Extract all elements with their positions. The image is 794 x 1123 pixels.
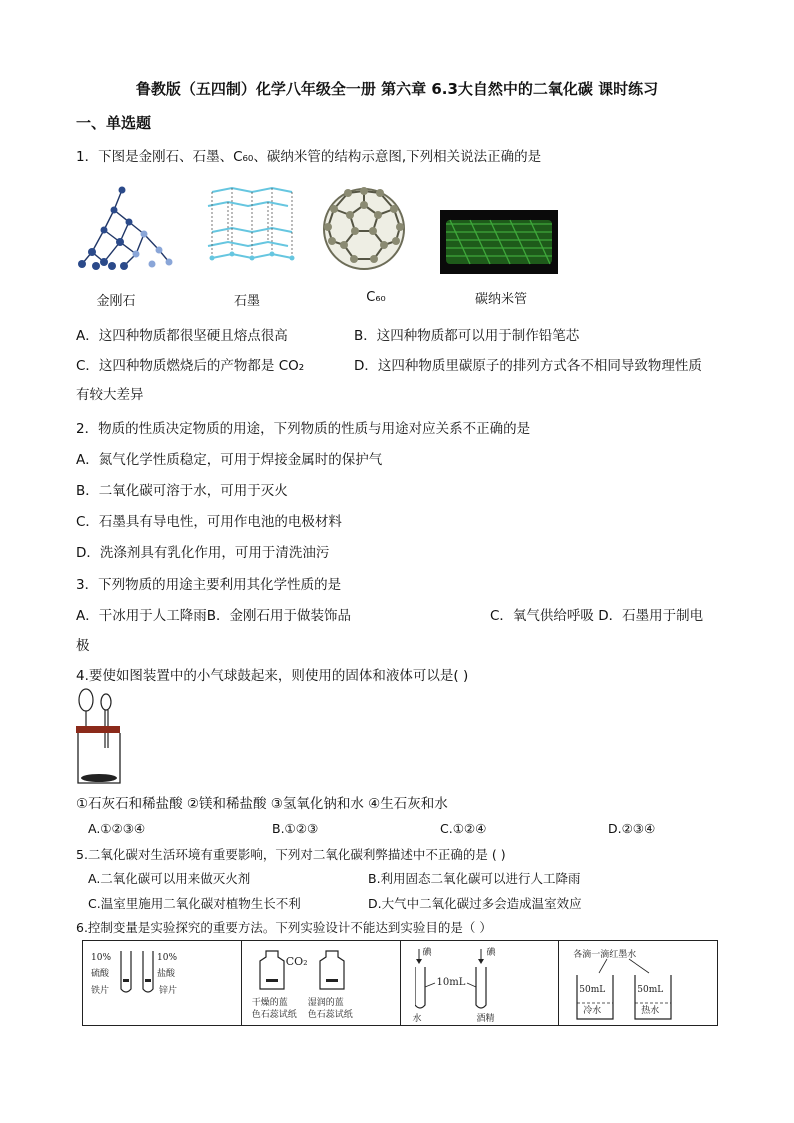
q1-option-a[interactable]: A．这四种物质都很坚硬且熔点很高 — [76, 328, 288, 344]
q1-option-d-cont: 有较大差异 — [76, 387, 144, 403]
q1-option-c[interactable]: C．这四种物质燃烧后的产物都是 CO₂ — [76, 358, 305, 374]
q6-stem: 6.控制变量是实验探究的重要方法。下列实验设计不能达到实验目的是（ ） — [76, 920, 492, 935]
graphite-structure-image — [202, 184, 298, 268]
co2-bottles-image — [256, 947, 352, 991]
cell3-alcohol: 酒精 — [476, 1014, 495, 1024]
cell1-left-acid: 硫酸 — [91, 969, 110, 979]
q6-option-d-cell[interactable] — [559, 941, 717, 1025]
q6-option-b-cell[interactable] — [242, 941, 401, 1025]
q2-option-c[interactable]: C．石墨具有导电性，可用作电池的电极材料 — [76, 514, 342, 530]
q5-option-a[interactable]: A.二氧化碳可以用来做灭火剂 — [88, 871, 251, 886]
cell2-left-label1: 干燥的蓝 — [251, 998, 288, 1008]
q6-option-c-cell[interactable] — [401, 941, 560, 1025]
diamond-structure-image — [74, 182, 174, 274]
q3-option-ab[interactable]: A．干冰用于人工降雨B．金刚石用于做装饰品 — [76, 608, 351, 624]
balloon-apparatus-image — [74, 688, 126, 788]
q2-stem: 2．物质的性质决定物质的用途，下列物质的性质与用途对应关系不正确的是 — [76, 421, 531, 437]
cell4-cold-water: 冷水 — [583, 1006, 602, 1016]
q5-option-d[interactable]: D.大气中二氧化碳过多会造成温室效应 — [368, 896, 582, 911]
page-title: 鲁教版（五四制）化学八年级全一册 第六章 6.3大自然中的二氧化碳 课时练习 — [135, 80, 659, 98]
cell4-volume-left: 50mL — [579, 985, 606, 995]
q4-stem: 4.要使如图装置中的小气球鼓起来，则使用的固体和液体可以是( ) — [76, 668, 469, 684]
q3-option-cd[interactable]: C．氧气供给呼吸 D．石墨用于制电 — [490, 608, 704, 624]
nanotube-structure-image — [440, 210, 558, 274]
caption-graphite: 石墨 — [233, 294, 260, 309]
q5-stem: 5.二氧化碳对生活环境有重要影响，下列对二氧化碳利弊描述中不正确的是 ( ) — [76, 847, 506, 862]
q2-option-d[interactable]: D．洗涤剂具有乳化作用，可用于清洗油污 — [76, 545, 330, 561]
cell2-left-label2: 色石蕊试纸 — [251, 1010, 297, 1020]
cell3-top-left: 碘 — [422, 948, 432, 958]
c60-structure-image — [318, 183, 410, 275]
q5-option-b[interactable]: B.利用固态二氧化碳可以进行人工降雨 — [368, 871, 581, 886]
q4-option-a[interactable]: A.①②③④ — [88, 821, 146, 836]
test-tubes-acid-image — [117, 949, 157, 999]
cell1-right-metal: 锌片 — [159, 986, 178, 996]
cell1-left-conc: 10% — [91, 953, 112, 963]
q6-option-a-cell[interactable] — [83, 941, 242, 1025]
q5-option-c[interactable]: C.温室里施用二氧化碳对植物生长不利 — [88, 896, 301, 911]
q3-option-d-cont: 极 — [76, 638, 90, 654]
cell1-right-conc: 10% — [157, 953, 178, 963]
q3-stem: 3．下列物质的用途主要利用其化学性质的是 — [76, 577, 342, 593]
caption-c60: C₆₀ — [366, 290, 386, 305]
cell1-right-acid: 盐酸 — [157, 969, 176, 979]
q4-items: ①石灰石和稀盐酸 ②镁和稀盐酸 ③氢氧化钠和水 ④生石灰和水 — [76, 796, 448, 812]
cell3-volume: 10mL — [436, 977, 466, 988]
q1-stem: 1．下图是金刚石、石墨、C₆₀、碳纳米管的结构示意图,下列相关说法正确的是 — [76, 149, 542, 165]
cell4-top-label: 各滴一滴红墨水 — [573, 950, 637, 960]
caption-nanotube: 碳纳米管 — [474, 292, 527, 307]
cell2-gas: CO₂ — [285, 955, 308, 968]
q4-option-b[interactable]: B.①②③ — [272, 821, 319, 836]
cell4-hot-water: 热水 — [641, 1006, 660, 1016]
cell2-right-label2: 色石蕊试纸 — [307, 1010, 353, 1020]
q1-option-b[interactable]: B．这四种物质都可以用于制作铅笔芯 — [354, 328, 580, 344]
q6-experiment-table — [82, 940, 718, 1026]
cell1-left-metal: 铁片 — [91, 986, 110, 996]
caption-diamond: 金刚石 — [96, 294, 136, 309]
cell4-volume-right: 50mL — [637, 985, 664, 995]
cell3-top-right: 碘 — [486, 948, 496, 958]
q4-option-c[interactable]: C.①②④ — [440, 821, 487, 836]
section-heading: 一、单选题 — [76, 114, 152, 132]
q2-option-b[interactable]: B．二氧化碳可溶于水，可用于灭火 — [76, 483, 288, 499]
cell2-right-label1: 湿润的蓝 — [307, 998, 344, 1008]
cell3-water: 水 — [412, 1014, 422, 1024]
q4-option-d[interactable]: D.②③④ — [608, 821, 656, 836]
q2-option-a[interactable]: A．氮气化学性质稳定，可用于焊接金属时的保护气 — [76, 452, 383, 468]
q1-option-d[interactable]: D．这四种物质里碳原子的排列方式各不相同导致物理性质 — [354, 358, 702, 374]
